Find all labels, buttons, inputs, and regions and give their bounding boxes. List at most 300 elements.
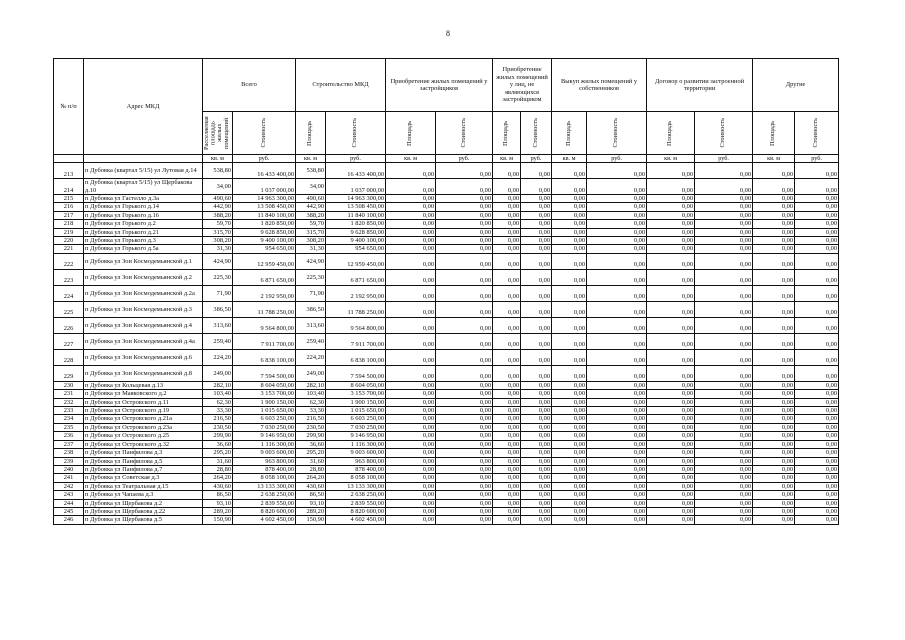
row-total-cost: 7 594 500,00 <box>233 365 296 381</box>
row-zero-area: 0,00 <box>552 285 587 301</box>
row-zero-area: 0,00 <box>493 398 521 406</box>
row-zero-area: 0,00 <box>493 237 521 245</box>
row-zero-cost: 0,00 <box>795 349 839 365</box>
row-address: п Дубовка ул Горького д.21 <box>84 228 203 236</box>
row-zero-cost: 0,00 <box>695 423 753 431</box>
table-row <box>54 349 839 365</box>
row-zero-area: 0,00 <box>647 507 695 515</box>
row-number: 214 <box>54 179 84 195</box>
row-total-cost: 7 911 700,00 <box>233 333 296 349</box>
row-zero-area: 0,00 <box>493 440 521 448</box>
row-zero-area: 0,00 <box>753 415 795 423</box>
row-zero-area: 0,00 <box>753 507 795 515</box>
row-zero-cost: 0,00 <box>587 317 647 333</box>
row-zero-area: 0,00 <box>647 211 695 219</box>
row-address: п Дубовка ул Островского д.11 <box>84 398 203 406</box>
row-zero-cost: 0,00 <box>587 179 647 195</box>
row-zero-area: 0,00 <box>753 365 795 381</box>
row-total-area: 308,20 <box>203 237 233 245</box>
row-total-cost: 1 116 300,00 <box>233 440 296 448</box>
row-address: п Дубовка ул Горького д.14 <box>84 203 203 211</box>
row-zero-area: 0,00 <box>493 163 521 179</box>
row-zero-cost: 0,00 <box>795 499 839 507</box>
row-total-area: 36,60 <box>203 440 233 448</box>
row-address: п Дубовка ул Щербакова д.5 <box>84 516 203 524</box>
row-zero-cost: 0,00 <box>521 415 552 423</box>
row-zero-area: 0,00 <box>493 432 521 440</box>
row-total-area: 424,90 <box>203 253 233 269</box>
row-zero-area: 0,00 <box>753 423 795 431</box>
table-row <box>54 220 839 228</box>
row-address: п Дубовка ул Театральная д.15 <box>84 482 203 490</box>
row-zero-cost: 0,00 <box>587 237 647 245</box>
row-zero-cost: 0,00 <box>436 195 493 203</box>
row-build-area: 295,20 <box>296 449 326 457</box>
row-zero-cost: 0,00 <box>587 301 647 317</box>
row-zero-area: 0,00 <box>552 349 587 365</box>
row-number: 213 <box>54 163 84 179</box>
row-build-area: 249,00 <box>296 365 326 381</box>
row-zero-cost: 0,00 <box>587 499 647 507</box>
subheader-area: Площадь <box>493 112 521 155</box>
table-row <box>54 381 839 389</box>
row-zero-cost: 0,00 <box>436 317 493 333</box>
row-zero-cost: 0,00 <box>436 423 493 431</box>
row-zero-cost: 0,00 <box>587 415 647 423</box>
row-build-cost: 9 003 600,00 <box>326 449 386 457</box>
row-zero-cost: 0,00 <box>521 465 552 473</box>
row-zero-cost: 0,00 <box>795 163 839 179</box>
row-zero-area: 0,00 <box>647 269 695 285</box>
row-build-area: 93,10 <box>296 499 326 507</box>
row-zero-area: 0,00 <box>753 333 795 349</box>
row-zero-cost: 0,00 <box>795 381 839 389</box>
row-zero-area: 0,00 <box>386 432 436 440</box>
row-number: 227 <box>54 333 84 349</box>
row-zero-cost: 0,00 <box>587 440 647 448</box>
row-zero-area: 0,00 <box>753 440 795 448</box>
row-zero-cost: 0,00 <box>436 474 493 482</box>
row-zero-area: 0,00 <box>493 491 521 499</box>
row-build-area: 62,30 <box>296 398 326 406</box>
row-total-cost: 2 192 950,00 <box>233 285 296 301</box>
row-zero-cost: 0,00 <box>587 491 647 499</box>
row-number: 246 <box>54 516 84 524</box>
row-zero-cost: 0,00 <box>521 457 552 465</box>
row-zero-area: 0,00 <box>386 203 436 211</box>
row-total-cost: 16 433 400,00 <box>233 163 296 179</box>
row-number: 216 <box>54 203 84 211</box>
table-row <box>54 365 839 381</box>
row-zero-cost: 0,00 <box>587 245 647 253</box>
row-zero-cost: 0,00 <box>795 449 839 457</box>
row-build-cost: 963 800,00 <box>326 457 386 465</box>
row-zero-cost: 0,00 <box>795 195 839 203</box>
row-zero-area: 0,00 <box>493 423 521 431</box>
row-zero-cost: 0,00 <box>795 390 839 398</box>
row-build-cost: 7 594 500,00 <box>326 365 386 381</box>
row-zero-cost: 0,00 <box>695 457 753 465</box>
row-zero-area: 0,00 <box>493 465 521 473</box>
row-zero-area: 0,00 <box>552 474 587 482</box>
row-zero-cost: 0,00 <box>587 381 647 389</box>
row-zero-area: 0,00 <box>647 285 695 301</box>
row-build-cost: 9 400 100,00 <box>326 237 386 245</box>
row-zero-area: 0,00 <box>647 228 695 236</box>
row-build-cost: 1 116 300,00 <box>326 440 386 448</box>
row-build-area: 224,20 <box>296 349 326 365</box>
row-zero-cost: 0,00 <box>436 179 493 195</box>
unit-cost: руб. <box>521 155 552 163</box>
subheader-area: Площадь <box>647 112 695 155</box>
row-zero-cost: 0,00 <box>695 499 753 507</box>
subheader-area: Площадь <box>296 112 326 155</box>
row-total-area: 388,20 <box>203 211 233 219</box>
row-number: 217 <box>54 211 84 219</box>
row-zero-area: 0,00 <box>552 203 587 211</box>
row-zero-cost: 0,00 <box>795 245 839 253</box>
unit-cost: руб. <box>587 155 647 163</box>
row-zero-cost: 0,00 <box>695 220 753 228</box>
row-zero-area: 0,00 <box>753 516 795 524</box>
subheader-area: Площадь <box>753 112 795 155</box>
row-zero-cost: 0,00 <box>436 491 493 499</box>
row-number: 241 <box>54 474 84 482</box>
row-zero-area: 0,00 <box>753 195 795 203</box>
row-zero-area: 0,00 <box>552 211 587 219</box>
subheader-area: Площадь <box>552 112 587 155</box>
row-number: 231 <box>54 390 84 398</box>
row-zero-cost: 0,00 <box>587 203 647 211</box>
row-zero-area: 0,00 <box>493 415 521 423</box>
row-number: 234 <box>54 415 84 423</box>
row-zero-cost: 0,00 <box>695 507 753 515</box>
row-zero-cost: 0,00 <box>795 228 839 236</box>
row-zero-cost: 0,00 <box>587 195 647 203</box>
row-total-area: 71,90 <box>203 285 233 301</box>
row-zero-cost: 0,00 <box>795 491 839 499</box>
row-address: п Дубовка ул Островского д.23а <box>84 423 203 431</box>
row-zero-area: 0,00 <box>552 440 587 448</box>
row-zero-area: 0,00 <box>493 474 521 482</box>
row-total-cost: 8 820 600,00 <box>233 507 296 515</box>
table-body <box>54 163 839 525</box>
row-total-cost: 3 153 700,00 <box>233 390 296 398</box>
row-zero-cost: 0,00 <box>695 465 753 473</box>
row-build-cost: 9 146 950,00 <box>326 432 386 440</box>
row-zero-cost: 0,00 <box>695 407 753 415</box>
row-build-cost: 9 628 850,00 <box>326 228 386 236</box>
row-build-cost: 2 839 550,00 <box>326 499 386 507</box>
row-build-cost: 6 838 100,00 <box>326 349 386 365</box>
row-zero-area: 0,00 <box>753 220 795 228</box>
table-row <box>54 491 839 499</box>
row-zero-cost: 0,00 <box>587 407 647 415</box>
row-total-area: 299,90 <box>203 432 233 440</box>
row-number: 221 <box>54 245 84 253</box>
row-zero-area: 0,00 <box>753 245 795 253</box>
row-zero-cost: 0,00 <box>587 390 647 398</box>
row-zero-area: 0,00 <box>552 333 587 349</box>
row-zero-area: 0,00 <box>753 465 795 473</box>
row-address: п Дубовка ул Зои Космодемьянской д.4 <box>84 317 203 333</box>
row-zero-cost: 0,00 <box>695 211 753 219</box>
row-zero-area: 0,00 <box>647 195 695 203</box>
row-zero-area: 0,00 <box>552 301 587 317</box>
row-zero-cost: 0,00 <box>795 179 839 195</box>
row-zero-cost: 0,00 <box>436 457 493 465</box>
row-address: п Дубовка ул Советская д.3 <box>84 474 203 482</box>
row-zero-cost: 0,00 <box>795 440 839 448</box>
row-zero-cost: 0,00 <box>521 474 552 482</box>
row-zero-area: 0,00 <box>386 516 436 524</box>
row-zero-area: 0,00 <box>386 269 436 285</box>
row-zero-cost: 0,00 <box>587 457 647 465</box>
row-number: 239 <box>54 457 84 465</box>
row-number: 225 <box>54 301 84 317</box>
row-total-area: 295,20 <box>203 449 233 457</box>
row-zero-cost: 0,00 <box>695 253 753 269</box>
row-zero-area: 0,00 <box>647 381 695 389</box>
row-build-cost: 954 650,00 <box>326 245 386 253</box>
row-zero-area: 0,00 <box>753 163 795 179</box>
row-zero-cost: 0,00 <box>436 507 493 515</box>
row-zero-area: 0,00 <box>493 507 521 515</box>
row-zero-cost: 0,00 <box>521 398 552 406</box>
row-number: 243 <box>54 491 84 499</box>
table-row <box>54 195 839 203</box>
table-row <box>54 211 839 219</box>
row-total-cost: 9 003 600,00 <box>233 449 296 457</box>
row-zero-cost: 0,00 <box>695 365 753 381</box>
row-zero-area: 0,00 <box>386 301 436 317</box>
row-zero-area: 0,00 <box>493 211 521 219</box>
row-zero-area: 0,00 <box>552 245 587 253</box>
row-zero-area: 0,00 <box>493 245 521 253</box>
row-total-cost: 11 840 100,00 <box>233 211 296 219</box>
table-row <box>54 163 839 179</box>
row-zero-cost: 0,00 <box>587 423 647 431</box>
row-build-area: 315,70 <box>296 228 326 236</box>
row-zero-area: 0,00 <box>386 407 436 415</box>
row-zero-area: 0,00 <box>552 407 587 415</box>
row-build-cost: 4 602 450,00 <box>326 516 386 524</box>
row-build-area: 150,90 <box>296 516 326 524</box>
row-build-area: 430,60 <box>296 482 326 490</box>
row-zero-area: 0,00 <box>552 163 587 179</box>
row-address: п Дубовка ул Зои Космодемьянской д.4а <box>84 333 203 349</box>
row-zero-area: 0,00 <box>493 301 521 317</box>
row-number: 229 <box>54 365 84 381</box>
row-zero-area: 0,00 <box>552 253 587 269</box>
row-zero-cost: 0,00 <box>436 163 493 179</box>
row-number: 230 <box>54 381 84 389</box>
row-zero-cost: 0,00 <box>795 253 839 269</box>
row-build-area: 490,60 <box>296 195 326 203</box>
row-zero-area: 0,00 <box>753 398 795 406</box>
row-zero-area: 0,00 <box>647 203 695 211</box>
row-number: 220 <box>54 237 84 245</box>
row-zero-area: 0,00 <box>386 179 436 195</box>
row-zero-area: 0,00 <box>647 179 695 195</box>
row-zero-area: 0,00 <box>493 349 521 365</box>
row-address: п Дубовка ул Зои Космодемьянской д.2 <box>84 269 203 285</box>
row-zero-cost: 0,00 <box>587 211 647 219</box>
row-zero-area: 0,00 <box>552 317 587 333</box>
row-number: 240 <box>54 465 84 473</box>
units-row <box>54 155 839 163</box>
row-zero-area: 0,00 <box>386 220 436 228</box>
row-zero-area: 0,00 <box>647 398 695 406</box>
row-zero-area: 0,00 <box>552 465 587 473</box>
row-zero-cost: 0,00 <box>521 285 552 301</box>
row-zero-area: 0,00 <box>753 253 795 269</box>
header-group-developer-purchase: Приобретение жилых помещений у застройщиков <box>386 59 493 112</box>
unit-area: кв. м <box>753 155 795 163</box>
row-zero-area: 0,00 <box>552 381 587 389</box>
row-zero-area: 0,00 <box>386 285 436 301</box>
row-zero-cost: 0,00 <box>695 228 753 236</box>
row-build-area: 424,90 <box>296 253 326 269</box>
row-zero-cost: 0,00 <box>521 516 552 524</box>
row-total-cost: 6 838 100,00 <box>233 349 296 365</box>
row-zero-area: 0,00 <box>493 381 521 389</box>
table-row <box>54 432 839 440</box>
unit-cost: руб. <box>326 155 386 163</box>
row-address: п Дубовка ул Зои Космодемьянской д.6 <box>84 349 203 365</box>
row-zero-area: 0,00 <box>647 349 695 365</box>
row-number: 238 <box>54 449 84 457</box>
row-total-cost: 12 959 450,00 <box>233 253 296 269</box>
row-zero-cost: 0,00 <box>436 245 493 253</box>
row-zero-cost: 0,00 <box>521 491 552 499</box>
row-zero-area: 0,00 <box>753 211 795 219</box>
row-zero-cost: 0,00 <box>587 285 647 301</box>
row-number: 223 <box>54 269 84 285</box>
row-build-area: 282,10 <box>296 381 326 389</box>
row-number: 244 <box>54 499 84 507</box>
table-row <box>54 390 839 398</box>
row-total-cost: 11 788 250,00 <box>233 301 296 317</box>
row-zero-area: 0,00 <box>493 269 521 285</box>
row-address: п Дубовка ул Панфилова д.3 <box>84 449 203 457</box>
row-total-cost: 2 839 550,00 <box>233 499 296 507</box>
row-build-cost: 8 820 600,00 <box>326 507 386 515</box>
header-group-non-developer-purchase: Приобретение жилых помещений у лиц, не являющихся застройщиком <box>493 59 552 112</box>
row-zero-area: 0,00 <box>647 253 695 269</box>
row-zero-cost: 0,00 <box>521 499 552 507</box>
row-zero-area: 0,00 <box>753 482 795 490</box>
row-zero-cost: 0,00 <box>436 390 493 398</box>
row-address: п Дубовка ул Горького д.2 <box>84 220 203 228</box>
row-zero-area: 0,00 <box>386 195 436 203</box>
row-zero-area: 0,00 <box>647 365 695 381</box>
row-total-area: 442,90 <box>203 203 233 211</box>
row-total-area: 86,50 <box>203 491 233 499</box>
unit-cost: руб. <box>436 155 493 163</box>
row-build-area: 71,90 <box>296 285 326 301</box>
row-zero-cost: 0,00 <box>436 415 493 423</box>
row-zero-cost: 0,00 <box>695 333 753 349</box>
row-number: 219 <box>54 228 84 236</box>
row-number: 232 <box>54 398 84 406</box>
row-zero-cost: 0,00 <box>436 333 493 349</box>
row-zero-area: 0,00 <box>386 465 436 473</box>
row-zero-area: 0,00 <box>647 237 695 245</box>
row-zero-area: 0,00 <box>753 228 795 236</box>
row-zero-area: 0,00 <box>647 333 695 349</box>
row-build-cost: 878 400,00 <box>326 465 386 473</box>
row-total-cost: 9 146 950,00 <box>233 432 296 440</box>
row-address: п Дубовка ул Островского д.19 <box>84 407 203 415</box>
row-zero-cost: 0,00 <box>436 365 493 381</box>
row-zero-area: 0,00 <box>647 245 695 253</box>
unit-area: кв. м <box>493 155 521 163</box>
row-total-cost: 8 058 100,00 <box>233 474 296 482</box>
row-zero-cost: 0,00 <box>521 195 552 203</box>
row-build-area: 216,50 <box>296 415 326 423</box>
row-zero-cost: 0,00 <box>587 349 647 365</box>
row-zero-area: 0,00 <box>386 423 436 431</box>
row-total-cost: 6 603 250,00 <box>233 415 296 423</box>
row-zero-area: 0,00 <box>552 220 587 228</box>
row-zero-cost: 0,00 <box>795 301 839 317</box>
row-total-area: 224,20 <box>203 349 233 365</box>
row-zero-area: 0,00 <box>552 482 587 490</box>
unit-area: кв. м <box>647 155 695 163</box>
row-zero-cost: 0,00 <box>695 432 753 440</box>
row-total-area: 386,50 <box>203 301 233 317</box>
row-zero-cost: 0,00 <box>587 507 647 515</box>
row-zero-area: 0,00 <box>753 432 795 440</box>
row-zero-area: 0,00 <box>386 440 436 448</box>
subheader-cost: Стоимость <box>233 112 296 155</box>
table-row <box>54 285 839 301</box>
row-zero-cost: 0,00 <box>695 440 753 448</box>
row-address: п Дубовка ул Панфилова д.5 <box>84 457 203 465</box>
row-zero-area: 0,00 <box>386 228 436 236</box>
row-total-cost: 8 604 050,00 <box>233 381 296 389</box>
row-zero-area: 0,00 <box>647 482 695 490</box>
row-zero-cost: 0,00 <box>795 317 839 333</box>
row-total-cost: 1 820 850,00 <box>233 220 296 228</box>
unit-cost: руб. <box>795 155 839 163</box>
row-zero-area: 0,00 <box>647 220 695 228</box>
row-total-area: 282,10 <box>203 381 233 389</box>
row-zero-cost: 0,00 <box>587 269 647 285</box>
header-group-other: Другие <box>753 59 839 112</box>
row-zero-area: 0,00 <box>753 317 795 333</box>
row-zero-area: 0,00 <box>493 407 521 415</box>
row-zero-area: 0,00 <box>493 317 521 333</box>
row-total-area: 259,40 <box>203 333 233 349</box>
row-zero-cost: 0,00 <box>795 220 839 228</box>
row-zero-cost: 0,00 <box>795 203 839 211</box>
row-build-area: 225,30 <box>296 269 326 285</box>
row-zero-cost: 0,00 <box>521 179 552 195</box>
row-build-area: 289,20 <box>296 507 326 515</box>
row-zero-area: 0,00 <box>552 390 587 398</box>
row-zero-cost: 0,00 <box>436 211 493 219</box>
row-zero-area: 0,00 <box>386 317 436 333</box>
row-number: 242 <box>54 482 84 490</box>
row-total-area: 538,80 <box>203 163 233 179</box>
row-zero-cost: 0,00 <box>695 516 753 524</box>
row-number: 224 <box>54 285 84 301</box>
row-zero-cost: 0,00 <box>521 163 552 179</box>
row-zero-area: 0,00 <box>386 499 436 507</box>
row-zero-cost: 0,00 <box>436 449 493 457</box>
